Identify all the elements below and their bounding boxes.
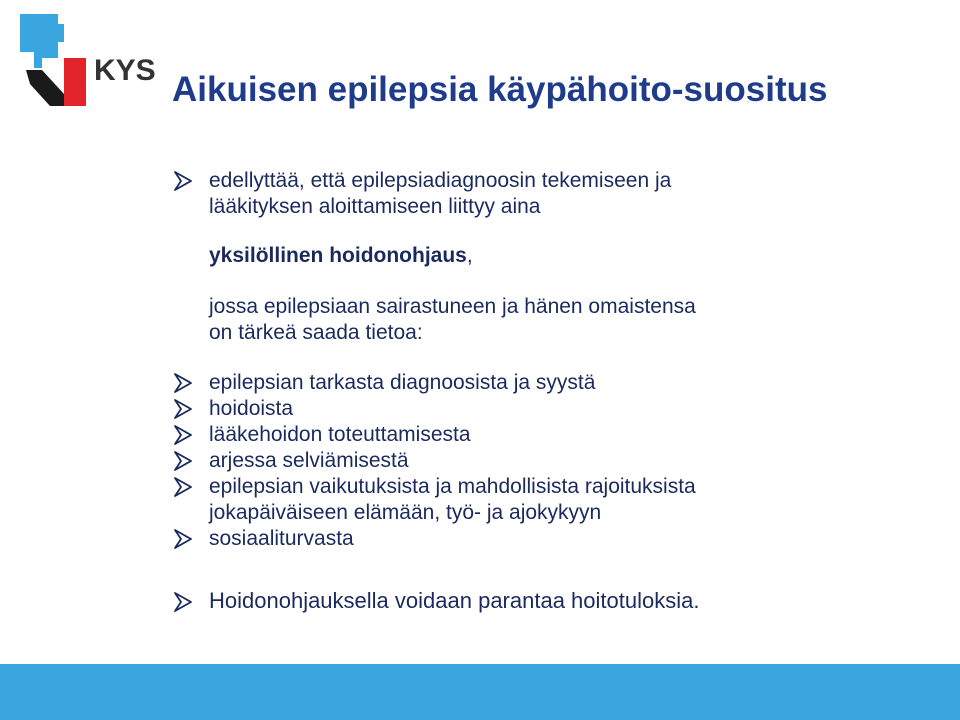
footer-bar (0, 664, 960, 720)
arrow-bullet-icon (172, 424, 194, 446)
arrow-bullet-icon (172, 591, 194, 613)
topic-item: hoidoista (209, 397, 294, 420)
emphasis-line (209, 243, 473, 269)
emphasis-rest: , (466, 244, 473, 267)
topic-item: epilepsian tarkasta diagnoosista ja syystä (209, 371, 596, 394)
topic-item: arjessa selviämisestä (209, 449, 409, 472)
arrow-bullet-icon (172, 170, 194, 192)
context-line-2: on tärkeä saada tietoa: (209, 321, 423, 344)
topic-item: sosiaaliturvasta (209, 527, 354, 550)
intro-line-1: edellyttää, että epilepsiadiagnoosin tekemiseen ja (209, 169, 672, 192)
arrow-bullet-icon (172, 372, 194, 394)
page-title: Aikuisen epilepsia käypähoito-suositus (172, 70, 828, 109)
topic-item-continuation: jokapäiväiseen elämään, työ- ja ajokykyyn (209, 501, 602, 524)
intro-line-2: lääkityksen aloittamiseen liittyy aina (209, 195, 541, 218)
logo-text: KYS (94, 54, 156, 87)
arrow-bullet-icon (172, 398, 194, 420)
arrow-bullet-icon (172, 528, 194, 550)
arrow-bullet-icon (172, 476, 194, 498)
topic-item: lääkehoidon toteuttamisesta (209, 423, 471, 446)
emphasis-bold: yksilöllinen hoidonohjaus (209, 244, 467, 267)
context-line-1: jossa epilepsiaan sairastuneen ja hänen omaistensa (209, 295, 696, 318)
topic-item: epilepsian vaikutuksista ja mahdollisista rajoituksista (209, 475, 696, 498)
arrow-bullet-icon (172, 450, 194, 472)
conclusion-line: Hoidonohjauksella voidaan parantaa hoitotuloksia. (209, 588, 700, 613)
